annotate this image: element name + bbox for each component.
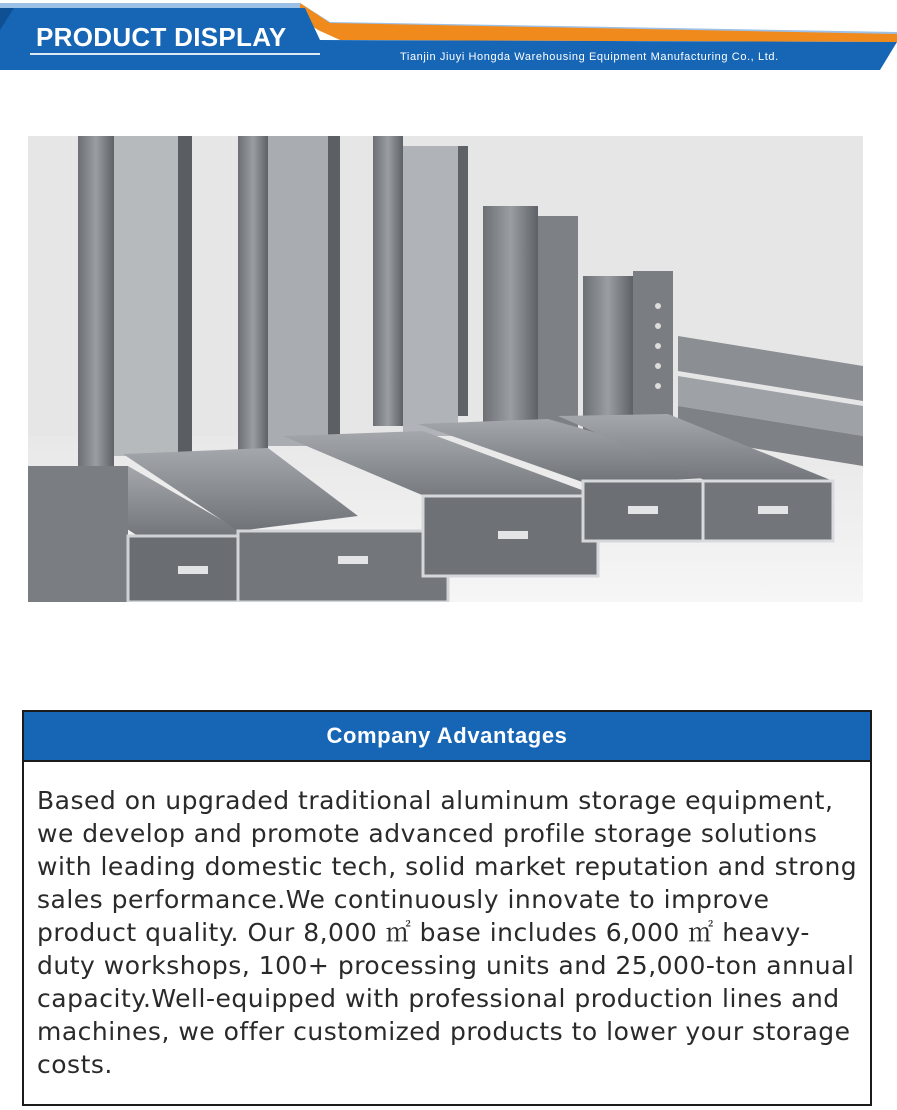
advantages-header (24, 712, 870, 762)
page-title: PRODUCT DISPLAY (36, 22, 287, 52)
company-name: Tianjin Jiuyi Hongda Warehousing Equipment Manufacturing Co., Ltd. (400, 51, 779, 63)
aluminum-profiles-illustration (28, 136, 863, 602)
header-banner (0, 0, 897, 75)
advantages-body: Based on upgraded traditional aluminum storage equipment, we develop and promote advanced profile storage solutions with leading domestic tech, solid market reputation and strong sales performance.We continuously innovate to improve product quality. Our 8,000 ㎡ base includes 6,000 ㎡ heavy-duty workshops, 100+ processing units and 25,000-ton annual capacity.Well-equipped with professional production lines and machines, we offer customized products to lower your storage costs. (37, 786, 858, 1079)
product-photo (28, 136, 863, 602)
advantages-title: Company Advantages (326, 723, 568, 748)
advantages-panel (22, 710, 872, 1106)
